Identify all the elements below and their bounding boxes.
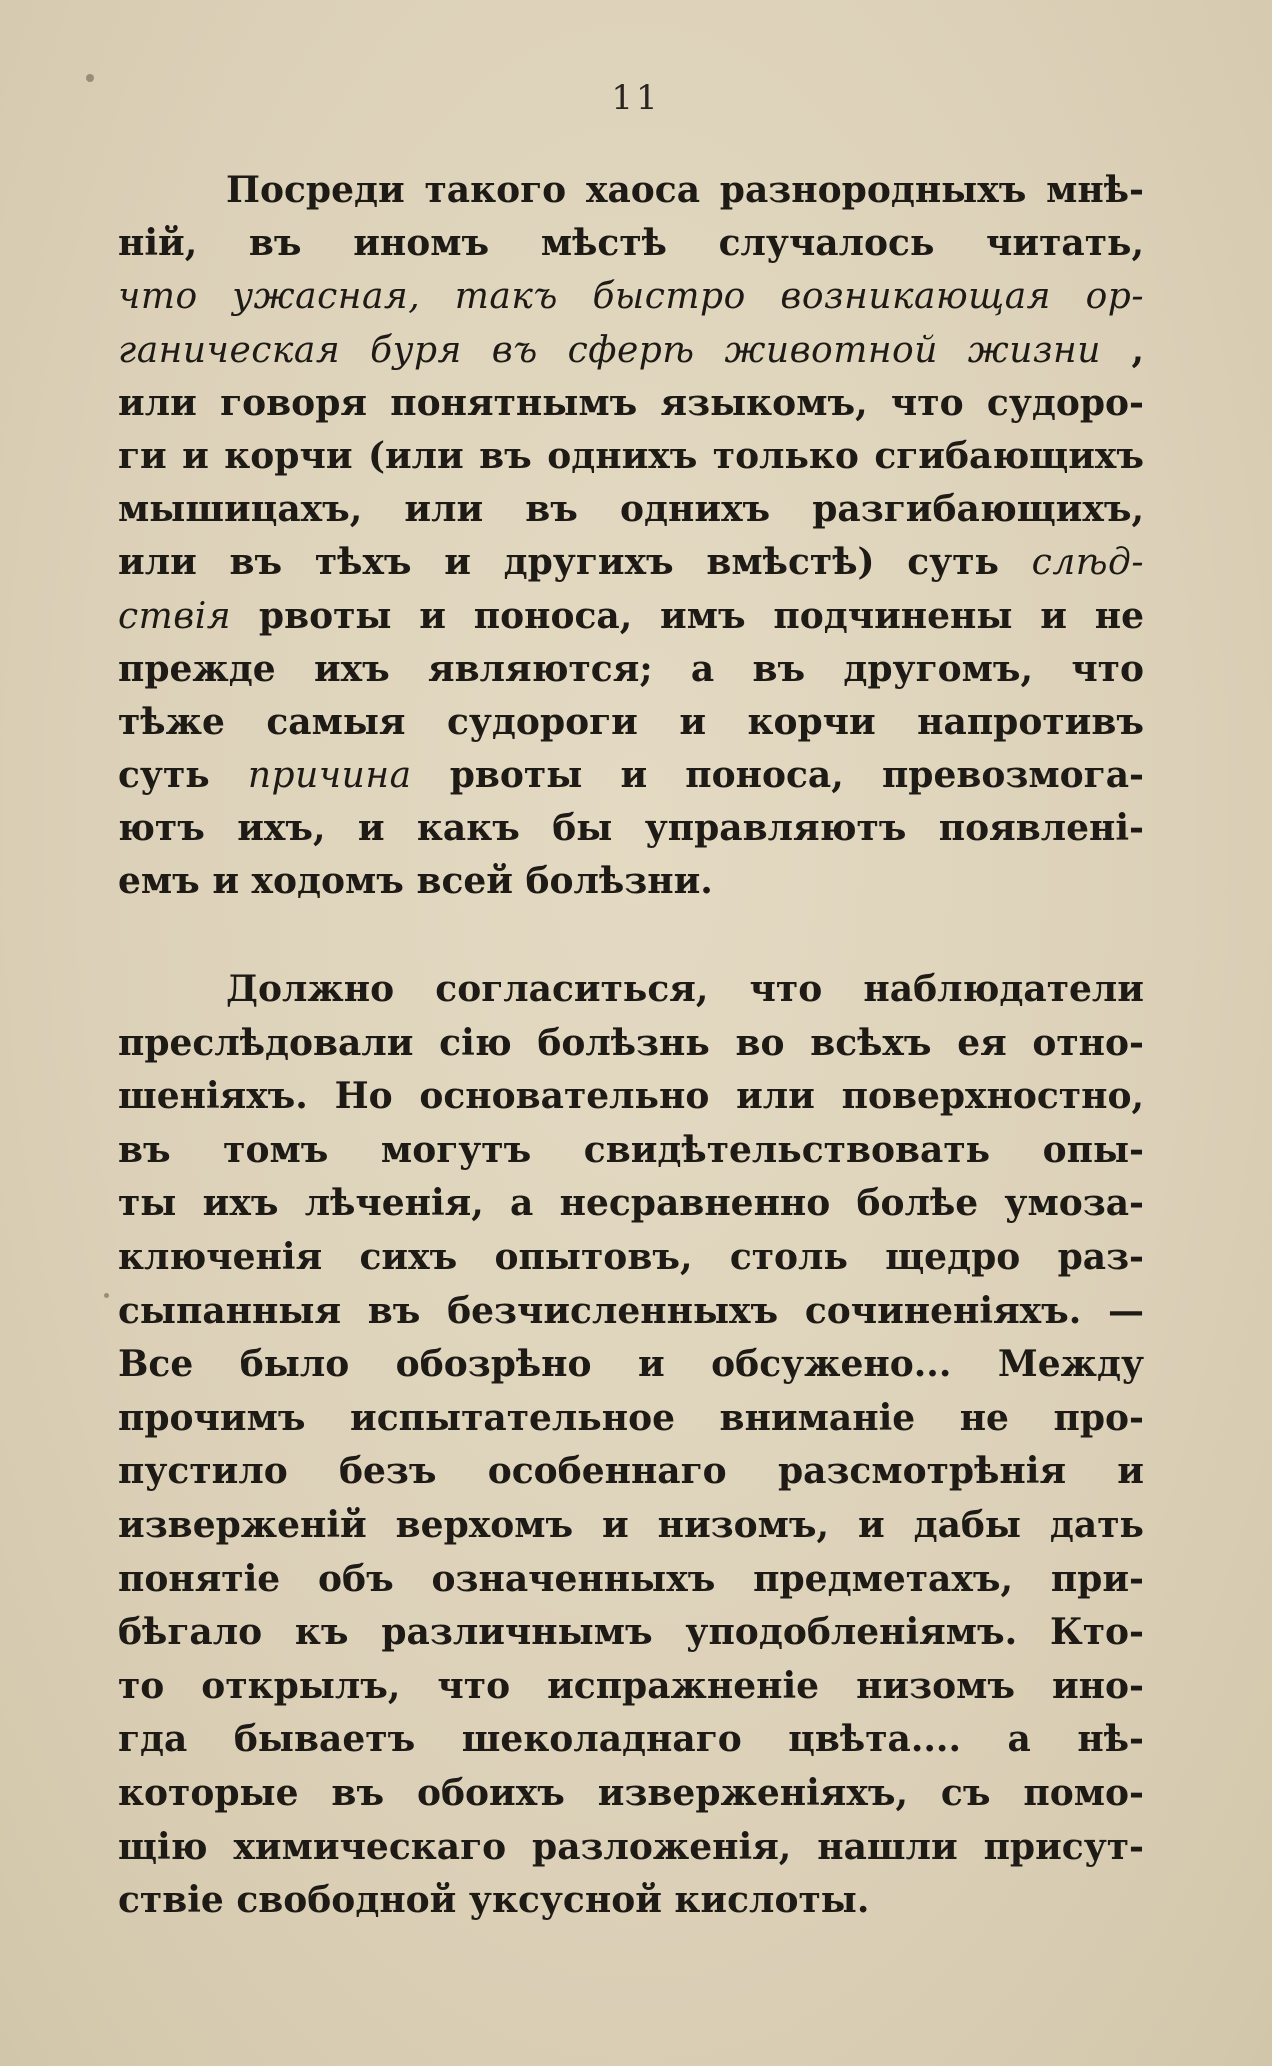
text-line: или говоря понятнымъ языкомъ, что судоро- bbox=[118, 381, 1144, 424]
text-line: тѣже самыя судороги и корчи напротивъ bbox=[118, 700, 1144, 743]
text-line: Все было обозрѣно и обсужено... Между bbox=[118, 1343, 1144, 1386]
text-line bbox=[118, 749, 1144, 802]
text-line: гда бываетъ шеколаднаго цвѣта.... а нѣ- bbox=[118, 1718, 1144, 1761]
text-fragment: или въ тѣхъ и другихъ вмѣстѣ) суть bbox=[118, 541, 999, 584]
italic-text: ганическая буря въ сферѣ животной жизни bbox=[118, 329, 1101, 371]
text-line: которые въ обоихъ изверженiяхъ, съ помо- bbox=[118, 1771, 1144, 1814]
paragraph-2 bbox=[118, 963, 1144, 1928]
text-line: щiю химическаго разложенiя, нашли присут- bbox=[118, 1825, 1144, 1868]
text-line: изверженiй верхомъ и низомъ, и дабы дать bbox=[118, 1503, 1144, 1546]
text-line: то открылъ, что испражненiе низомъ ино- bbox=[118, 1664, 1144, 1707]
text-line: бѣгало къ различнымъ уподобленiямъ. Кто- bbox=[118, 1611, 1144, 1654]
italic-text: слѣд- bbox=[1031, 542, 1144, 584]
text-fragment: рвоты и поноса, превозмога- bbox=[449, 754, 1144, 797]
text-fragment: суть bbox=[118, 754, 210, 797]
italic-text: ствiя bbox=[118, 595, 232, 637]
text-line: ты ихъ лѣченiя, а несравненно болѣе умоза- bbox=[118, 1182, 1144, 1225]
text-line bbox=[118, 536, 1144, 589]
paragraph-1 bbox=[118, 164, 1144, 909]
text-line: пустило безъ особеннаго разсмотрѣнiя и bbox=[118, 1450, 1144, 1493]
text-line: прежде ихъ являются; а въ другомъ, что bbox=[118, 647, 1144, 690]
text-line bbox=[118, 590, 1144, 643]
italic-text: причина bbox=[247, 755, 412, 797]
text-line: ги и корчи (или въ однихъ только сгибающихъ bbox=[118, 434, 1144, 477]
text-line: ключенiя сихъ опытовъ, столь щедро раз- bbox=[118, 1235, 1144, 1278]
text-line: Должно согласиться, что наблюдатели bbox=[226, 968, 1144, 1010]
text-line bbox=[118, 324, 1144, 377]
text-fragment: , bbox=[1131, 328, 1144, 371]
page-number: 11 bbox=[611, 78, 661, 118]
text-line: понятiе объ означенныхъ предметахъ, при- bbox=[118, 1557, 1144, 1600]
text-line bbox=[118, 270, 1144, 323]
text-line: прочимъ испытательное вниманiе не про- bbox=[118, 1396, 1144, 1439]
text-line: Посреди такого хаоса разнородныхъ мнѣ- bbox=[226, 169, 1144, 211]
text-line: ствiе свободной уксусной кислоты. bbox=[118, 1879, 870, 1922]
text-line: емъ и ходомъ всей болѣзни. bbox=[118, 860, 713, 903]
paper-speck bbox=[104, 1293, 109, 1298]
text-line: нiй, въ иномъ мѣстѣ случалось читать, bbox=[118, 222, 1144, 265]
italic-text: что ужасная, такъ быстро возникающая ор- bbox=[118, 276, 1144, 318]
text-line: въ томъ могутъ свидѣтельствовать опы- bbox=[118, 1128, 1144, 1171]
text-line: шенiяхъ. Но основательно или поверхностно, bbox=[118, 1075, 1144, 1118]
text-line: мышицахъ, или въ однихъ разгибающихъ, bbox=[118, 488, 1144, 531]
text-fragment: рвоты и поноса, имъ подчинены и не bbox=[258, 594, 1144, 637]
text-line: ютъ ихъ, и какъ бы управляютъ появленi- bbox=[118, 807, 1144, 850]
text-line: преслѣдовали сiю болѣзнь во всѣхъ ея отно- bbox=[118, 1021, 1144, 1064]
text-line: сыпанныя въ безчисленныхъ сочиненiяхъ. — bbox=[118, 1289, 1144, 1332]
